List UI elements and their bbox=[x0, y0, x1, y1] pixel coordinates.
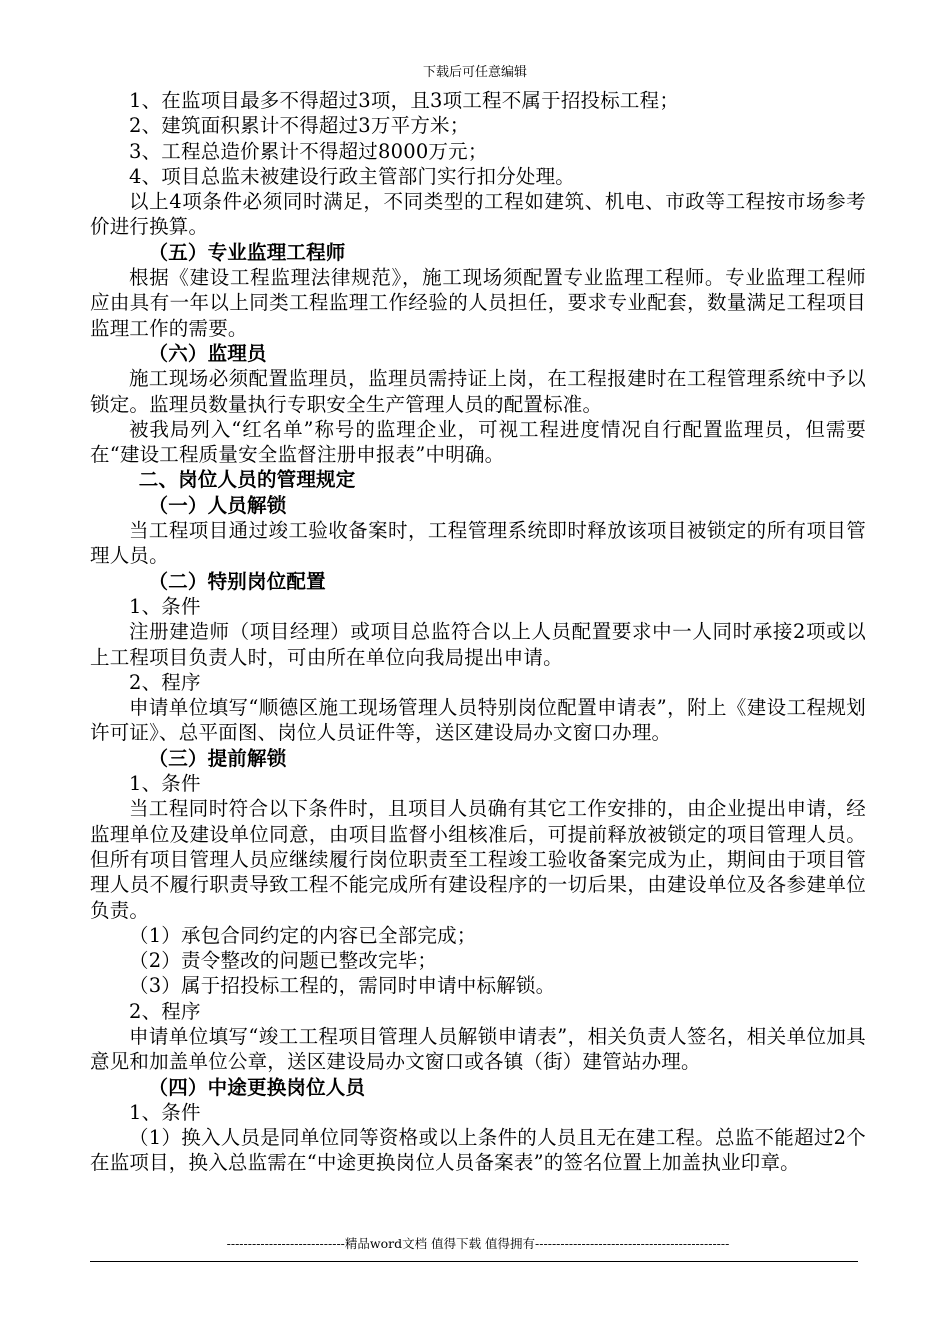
body-paragraph: 1、条件 bbox=[129, 772, 201, 796]
footer-divider bbox=[90, 1261, 858, 1262]
body-paragraph: 4、项目总监未被建设行政主管部门实行扣分处理。 bbox=[129, 164, 576, 188]
section-heading: （二）特别岗位配置 bbox=[148, 569, 326, 593]
section-heading: （四）中途更换岗位人员 bbox=[148, 1075, 366, 1099]
body-paragraph: 当工程项目通过竣工验收备案时，工程管理系统即时释放该项目被锁定的所有项目管理人员。 bbox=[90, 519, 866, 568]
section-heading: （三）提前解锁 bbox=[148, 746, 287, 770]
section-heading: （六）监理员 bbox=[148, 341, 267, 365]
body-paragraph: 申请单位填写“顺德区施工现场管理人员特别岗位配置申请表”，附上《建设工程规划许可证》、总平面图、岗位人员证件等，送区建设局办文窗口办理。 bbox=[90, 696, 866, 745]
body-paragraph: （1）承包合同约定的内容已全部完成； bbox=[129, 923, 477, 947]
body-paragraph: 被我局列入“红名单”称号的监理企业，可视工程进度情况自行配置监理员，但需要在“建设工程质量安全监督注册申报表”中明确。 bbox=[90, 417, 866, 467]
body-paragraph: 施工现场必须配置监理员，监理员需持证上岗，在工程报建时在工程管理系统中予以锁定。监理员数量执行专职安全生产管理人员的配置标准。 bbox=[90, 367, 866, 416]
body-paragraph: （1）换入人员是同单位同等资格或以上条件的人员且无在建工程。总监不能超过2个在监项目，换入总监需在“中途更换岗位人员备案表”的签名位置上加盖执业印章。 bbox=[90, 1126, 866, 1175]
page-footer-note: ----------------------------精品word文档 值得下载 值得拥有---------------------------------------------- bbox=[226, 1236, 730, 1251]
body-paragraph: 申请单位填写“竣工工程项目管理人员解锁申请表”，相关负责人签名，相关单位加具意见和加盖单位公章，送区建设局办文窗口或各镇（街）建管站办理。 bbox=[90, 1024, 866, 1074]
document-body bbox=[90, 88, 866, 1176]
body-paragraph: 根据《建设工程监理法律规范》，施工现场须配置专业监理工程师。专业监理工程师应由具有一年以上同类工程监理工作经验的人员担任，要求专业配套，数量满足工程项目监理工作的需要。 bbox=[90, 266, 866, 340]
body-paragraph: 当工程同时符合以下条件时，且项目人员确有其它工作安排的，由企业提出申请，经监理单位及建设单位同意，由项目监督小组核准后，可提前释放被锁定的项目管理人员。但所有项目管理人员应继续履行岗位职责至工程竣工验收备案完成为止，期间由于项目管理人员不履行职责导致工程不能完成所有建设程序的一切后果，由建设单位及各参建单位负责。 bbox=[90, 797, 866, 922]
body-paragraph: 2、程序 bbox=[129, 999, 201, 1023]
body-paragraph: 1、条件 bbox=[129, 594, 201, 618]
body-paragraph: 3、工程总造价累计不得超过8000万元； bbox=[129, 139, 488, 163]
body-paragraph: （2）责令整改的问题已整改完毕； bbox=[129, 949, 438, 973]
body-paragraph: 2、建筑面积累计不得超过3万平方米； bbox=[129, 114, 470, 138]
body-paragraph: 以上4项条件必须同时满足，不同类型的工程如建筑、机电、市政等工程按市场参考价进行换算。 bbox=[90, 190, 866, 239]
section-heading: （五）专业监理工程师 bbox=[148, 240, 346, 264]
page-header-note: 下载后可任意编辑 bbox=[422, 65, 527, 80]
body-paragraph: 2、程序 bbox=[129, 670, 201, 694]
body-paragraph: 1、在监项目最多不得超过3项，且3项工程不属于招投标工程； bbox=[129, 89, 680, 112]
body-paragraph: 注册建造师（项目经理）或项目总监符合以上人员配置要求中一人同时承接2项或以上工程项目负责人时，可由所在单位向我局提出申请。 bbox=[90, 620, 866, 669]
section-heading: （一）人员解锁 bbox=[148, 493, 287, 517]
body-paragraph: 1、条件 bbox=[129, 1100, 201, 1124]
chapter-heading: 二、岗位人员的管理规定 bbox=[138, 468, 356, 492]
body-paragraph: （3）属于招投标工程的，需同时申请中标解锁。 bbox=[129, 974, 556, 998]
